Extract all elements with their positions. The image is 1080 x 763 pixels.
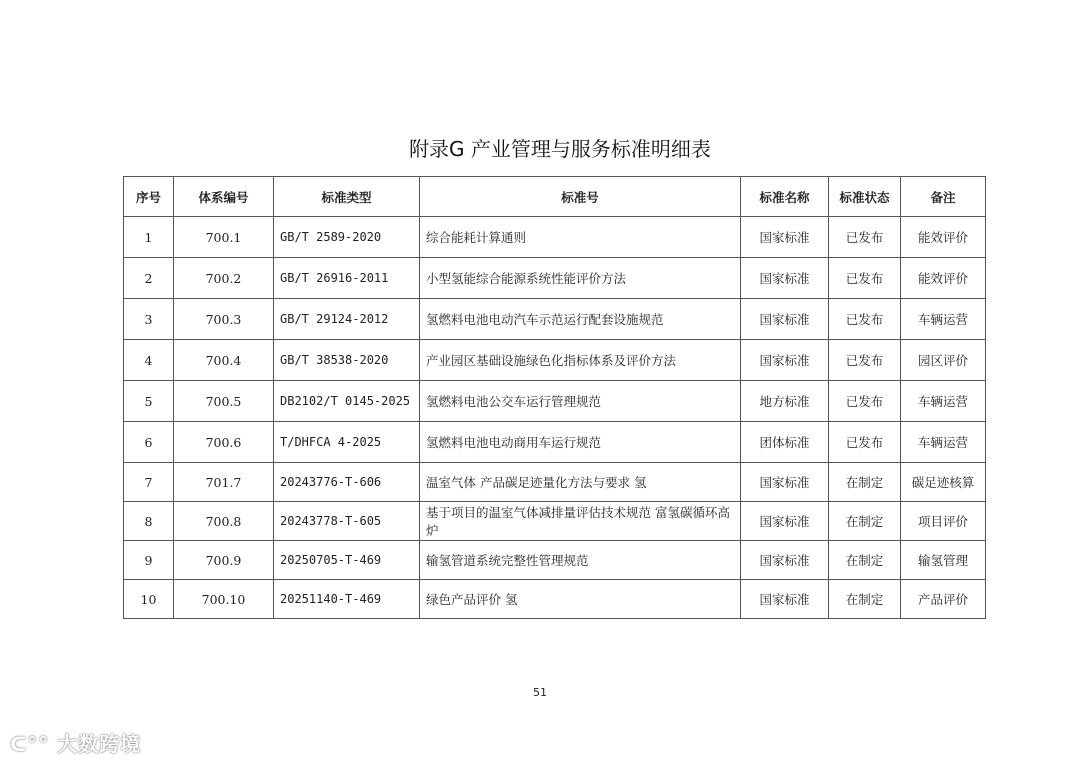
- table-cell: 6: [124, 422, 174, 463]
- table-cell: T/DHFCA 4-2025: [274, 422, 420, 463]
- table-cell: 在制定: [829, 541, 901, 580]
- table-row: [124, 422, 986, 463]
- table-cell: 项目评价: [901, 502, 986, 541]
- table-cell: 温室气体 产品碳足迹量化方法与要求 氢: [420, 463, 741, 502]
- column-header: 标准状态: [829, 177, 901, 217]
- table-cell: 产业园区基础设施绿色化指标体系及评价方法: [420, 340, 741, 381]
- table-cell: 氢燃料电池公交车运行管理规范: [420, 381, 741, 422]
- table-cell: 9: [124, 541, 174, 580]
- table-cell: 输氢管道系统完整性管理规范: [420, 541, 741, 580]
- table-cell: GB/T 38538-2020: [274, 340, 420, 381]
- table-cell: GB/T 2589-2020: [274, 217, 420, 258]
- page-number: 51: [533, 686, 547, 699]
- table-row: [124, 541, 986, 580]
- table-cell: 已发布: [829, 299, 901, 340]
- column-header: 序号: [124, 177, 174, 217]
- table-cell: 园区评价: [901, 340, 986, 381]
- column-header: 备注: [901, 177, 986, 217]
- table-cell: 国家标准: [741, 258, 829, 299]
- table-cell: 国家标准: [741, 463, 829, 502]
- table-cell: 已发布: [829, 422, 901, 463]
- table-cell: 20243778-T-605: [274, 502, 420, 541]
- page-title: 附录G 产业管理与服务标准明细表: [409, 137, 711, 161]
- table-cell: 在制定: [829, 502, 901, 541]
- table-row: [124, 299, 986, 340]
- table-row: [124, 340, 986, 381]
- table-cell: 20250705-T-469: [274, 541, 420, 580]
- table-cell: 在制定: [829, 580, 901, 619]
- table-cell: 综合能耗计算通则: [420, 217, 741, 258]
- table-cell: 团体标准: [741, 422, 829, 463]
- table-cell: 700.6: [174, 422, 274, 463]
- table-cell: 碳足迹核算: [901, 463, 986, 502]
- table-row: [124, 258, 986, 299]
- table-cell: 国家标准: [741, 541, 829, 580]
- column-header: 标准号: [420, 177, 741, 217]
- table-cell: 国家标准: [741, 340, 829, 381]
- standards-table: [123, 176, 986, 619]
- watermark-logo: ᑕ°° 大数跨境: [10, 732, 142, 756]
- table-cell: 700.1: [174, 217, 274, 258]
- table-cell: GB/T 26916-2011: [274, 258, 420, 299]
- table-cell: 700.10: [174, 580, 274, 619]
- table-cell: 20243776-T-606: [274, 463, 420, 502]
- table-cell: 基于项目的温室气体减排量评估技术规范 富氢碳循环高炉: [420, 502, 741, 541]
- table-cell: 700.4: [174, 340, 274, 381]
- table-row: [124, 502, 986, 541]
- table-cell: 1: [124, 217, 174, 258]
- table-cell: 已发布: [829, 381, 901, 422]
- table-cell: 700.3: [174, 299, 274, 340]
- watermark-text: 大数跨境: [57, 732, 142, 756]
- table-cell: 5: [124, 381, 174, 422]
- table-cell: 10: [124, 580, 174, 619]
- table-cell: 3: [124, 299, 174, 340]
- table-cell: 能效评价: [901, 217, 986, 258]
- table-cell: 氢燃料电池电动汽车示范运行配套设施规范: [420, 299, 741, 340]
- table-cell: 在制定: [829, 463, 901, 502]
- table-cell: 产品评价: [901, 580, 986, 619]
- table-cell: 车辆运营: [901, 299, 986, 340]
- table-cell: 小型氢能综合能源系统性能评价方法: [420, 258, 741, 299]
- table-cell: 国家标准: [741, 502, 829, 541]
- table-cell: 8: [124, 502, 174, 541]
- table-cell: GB/T 29124-2012: [274, 299, 420, 340]
- table-cell: 已发布: [829, 340, 901, 381]
- table-cell: 输氢管理: [901, 541, 986, 580]
- table-cell: 绿色产品评价 氢: [420, 580, 741, 619]
- column-header: 体系编号: [174, 177, 274, 217]
- table-row: [124, 217, 986, 258]
- table-cell: 20251140-T-469: [274, 580, 420, 619]
- table-cell: 700.5: [174, 381, 274, 422]
- table-cell: 国家标准: [741, 217, 829, 258]
- table-cell: 700.9: [174, 541, 274, 580]
- table-row: [124, 381, 986, 422]
- table-cell: 701.7: [174, 463, 274, 502]
- table-row: [124, 463, 986, 502]
- table-header-row: [124, 177, 986, 217]
- table-cell: 已发布: [829, 258, 901, 299]
- column-header: 标准类型: [274, 177, 420, 217]
- table-cell: 已发布: [829, 217, 901, 258]
- table-row: [124, 580, 986, 619]
- table-cell: 7: [124, 463, 174, 502]
- table-cell: 2: [124, 258, 174, 299]
- table-cell: DB2102/T 0145-2025: [274, 381, 420, 422]
- column-header: 标准名称: [741, 177, 829, 217]
- table-cell: 700.2: [174, 258, 274, 299]
- table-cell: 车辆运营: [901, 381, 986, 422]
- table-cell: 4: [124, 340, 174, 381]
- table-cell: 地方标准: [741, 381, 829, 422]
- table-cell: 氢燃料电池电动商用车运行规范: [420, 422, 741, 463]
- table-cell: 国家标准: [741, 299, 829, 340]
- table-cell: 国家标准: [741, 580, 829, 619]
- table-cell: 能效评价: [901, 258, 986, 299]
- table-cell: 车辆运营: [901, 422, 986, 463]
- table-cell: 700.8: [174, 502, 274, 541]
